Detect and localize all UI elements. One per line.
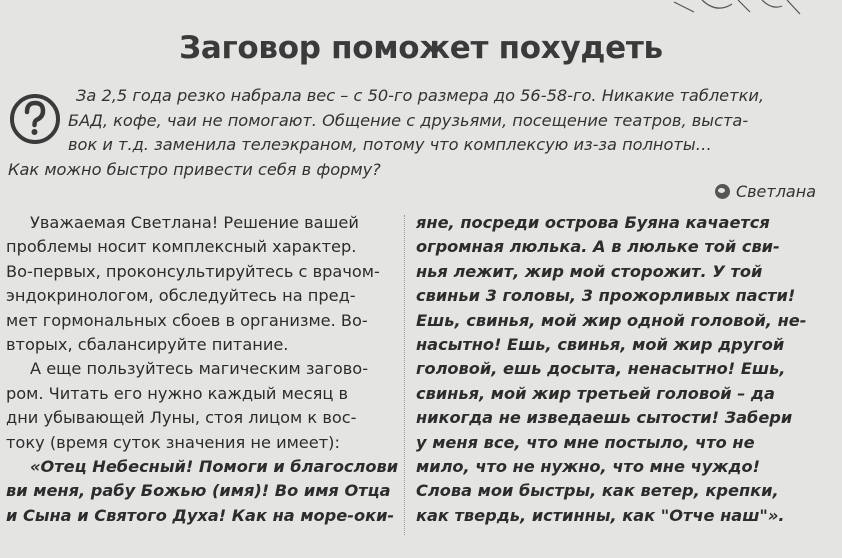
answer-line: Во-первых, проконсультируйтесь с врачом-	[6, 261, 380, 281]
spell-line: насытно! Ешь, свинья, мой жир другой	[416, 335, 785, 355]
spell-line: никогда не изведаешь сытости! Забери	[416, 408, 793, 428]
answer-line: проблемы носит комплексный характер.	[6, 237, 357, 257]
question-signature	[715, 182, 816, 201]
answer-column-left	[6, 211, 398, 528]
answer-line: току (время суток значения не имеет):	[6, 432, 340, 452]
answer-line: ром. Читать его нужно каждый месяц в	[6, 383, 349, 403]
spell-line: ви меня, рабу Божью (имя)! Во имя Отца	[6, 481, 391, 501]
column-divider	[404, 215, 405, 535]
question-line: За 2,5 года резко набрала вес – с 50-го размера до 56-58-го. Никакие таблетки,	[76, 86, 765, 105]
article-title: Заговор поможет похудеть	[179, 30, 663, 66]
spell-line: как твердь, истинны, как "Отче наш"».	[416, 505, 785, 525]
spell-line: Слова мои быстры, как ветер, крепки,	[416, 481, 779, 501]
spell-line: «Отец Небесный! Помоги и благослови	[30, 457, 399, 477]
spell-line: мило, что не нужно, что мне чуждо!	[416, 457, 760, 477]
question-line: БАД, кофе, чаи не помогают. Общение с друзьями, посещение театров, выста-	[68, 110, 749, 130]
answer-line: Уважаемая Светлана! Решение вашей	[30, 213, 359, 232]
answer-column-right	[416, 211, 812, 528]
answer-line: мет гормональных сбоев в организме. Во-	[6, 310, 368, 330]
spell-line: и Сына и Святого Духа! Как на море-оки-	[6, 505, 395, 525]
spell-line: у меня все, что мне постыло, что не	[416, 432, 755, 452]
question-line: Как можно быстро привести себя в форму?	[8, 159, 381, 179]
spell-line: огромная люлька. А в люльке той сви-	[416, 237, 780, 257]
spell-line: нья лежит, жир мой сторожит. У той	[416, 261, 763, 281]
spell-line: яне, посреди острова Буяна качается	[416, 213, 770, 232]
decorative-sketch	[672, 0, 802, 20]
spell-line: головой, ешь досыта, ненасытно! Ешь,	[416, 359, 786, 379]
reader-question	[8, 84, 808, 182]
spell-line: свинья, мой жир третьей головой – да	[416, 383, 775, 403]
answer-line: дни убывающей Луны, стоя лицом к вос-	[6, 408, 357, 428]
spell-line: Ешь, свинья, мой жир одной головой, не-	[416, 310, 807, 330]
question-line: вок и т.д. заменила телеэкраном, потому что комплексую из-за полноты…	[68, 135, 712, 154]
author-icon	[715, 184, 730, 199]
spell-line: свиньи 3 головы, 3 прожорливых пасти!	[416, 286, 796, 306]
signature-name: Светлана	[735, 182, 816, 201]
answer-line: вторых, сбалансируйте питание.	[6, 335, 289, 355]
answer-line: эндокринологом, обследуйтесь на пред-	[6, 286, 356, 306]
answer-line: А еще пользуйтесь магическим загово-	[30, 359, 369, 379]
